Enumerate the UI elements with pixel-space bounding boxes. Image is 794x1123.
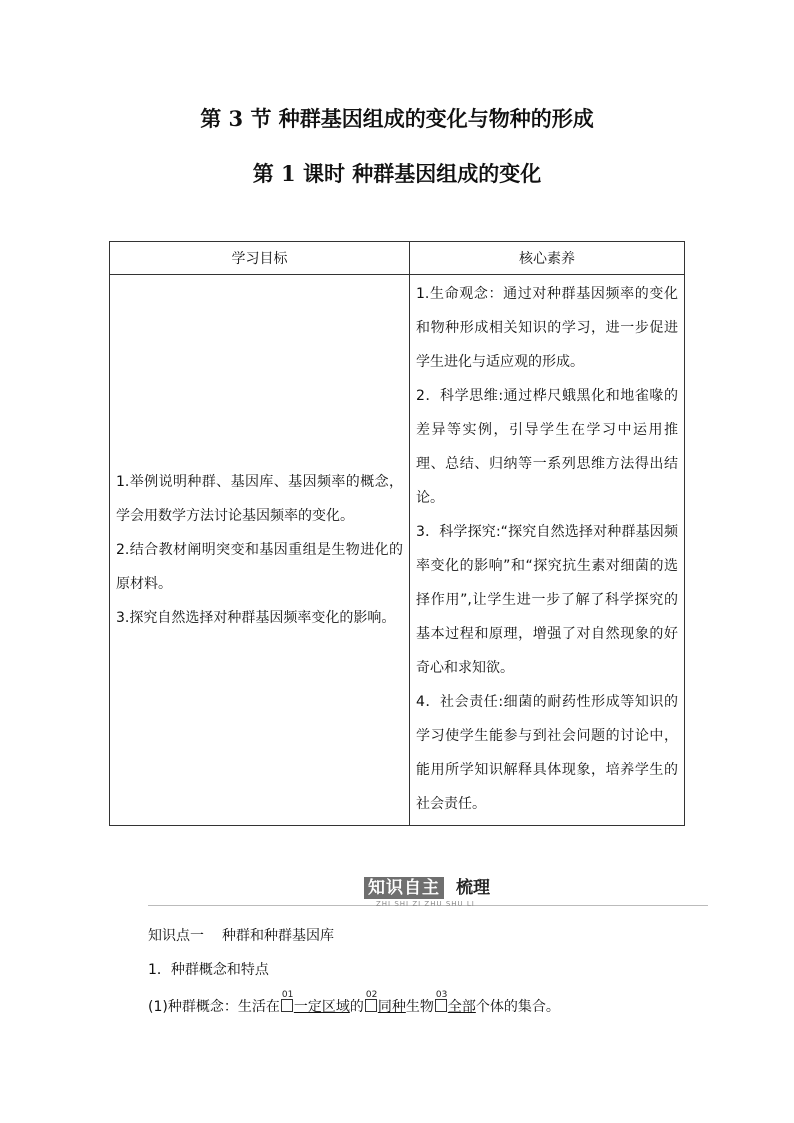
blank-number: 01 — [281, 990, 294, 1000]
knowledge-point-topic: 种群和种群基因库 — [222, 928, 334, 944]
goal-item: 2.结合教材阐明突变和基因重组是生物进化的原材料。 — [116, 542, 403, 592]
objectives-table — [109, 241, 685, 826]
table-header-row — [110, 242, 685, 275]
definition-text: 的 — [349, 999, 364, 1015]
definition-line — [148, 990, 560, 1017]
blank-box-icon — [365, 990, 378, 1012]
answer-3: 全部 — [447, 999, 476, 1015]
blank-box-icon — [435, 990, 448, 1012]
knowledge-point-label: 知识点一 — [148, 928, 204, 944]
blank-number: 02 — [365, 990, 378, 1000]
definition-prefix: (1)种群概念：生活在 — [148, 999, 280, 1015]
literacy-item: 4．社会责任:细菌的耐药性形成等知识的学习使学生能参与到社会问题的讨论中，能用所学知识解释具体现象，培养学生的社会责任。 — [416, 694, 678, 812]
subsection-heading: 1．种群概念和特点 — [148, 962, 269, 978]
lesson-title: 第 1 课时 种群基因组成的变化 — [252, 161, 542, 186]
core-literacy-cell — [410, 275, 685, 826]
literacy-item: 3．科学探究:“探究自然选择对种群基因频率变化的影响”和“探究抗生素对细菌的选择作用”,让学生进一步了解了科学探究的基本过程和原理，增强了对自然现象的好奇心和求知欲。 — [416, 524, 678, 676]
goal-item: 1.举例说明种群、基因库、基因频率的概念，学会用数学方法讨论基因频率的变化。 — [116, 474, 403, 524]
literacy-item: 2．科学思维:通过桦尺蛾黑化和地雀喙的差异等实例，引导学生在学习中运用推理、总结、归纳等一系列思维方法得出结论。 — [416, 388, 678, 506]
table-row — [110, 275, 685, 826]
section-banner — [148, 873, 708, 913]
definition-text: 生物 — [405, 999, 434, 1015]
definition-suffix: 个体的集合。 — [475, 999, 560, 1015]
header-core-literacy: 核心素养 — [410, 242, 685, 275]
banner-badge: 知识自主 — [364, 877, 444, 899]
learning-goals-cell — [110, 275, 410, 826]
literacy-item: 1.生命观念：通过对种群基因频率的变化和物种形成相关知识的学习，进一步促进学生进化与适应观的形成。 — [416, 286, 678, 370]
banner-pinyin: ZHI SHI ZI ZHU SHU LI — [376, 900, 475, 908]
knowledge-point-heading — [148, 925, 334, 945]
blank-number: 03 — [435, 990, 448, 1000]
banner-title: 梳理 — [456, 878, 490, 898]
header-learning-goals: 学习目标 — [110, 242, 410, 275]
section-title: 第 3 节 种群基因组成的变化与物种的形成 — [200, 106, 594, 131]
answer-2: 同种 — [377, 999, 406, 1015]
answer-1: 一定区域 — [293, 999, 350, 1015]
goal-item: 3.探究自然选择对种群基因频率变化的影响。 — [116, 610, 396, 626]
blank-box-icon — [281, 990, 294, 1012]
